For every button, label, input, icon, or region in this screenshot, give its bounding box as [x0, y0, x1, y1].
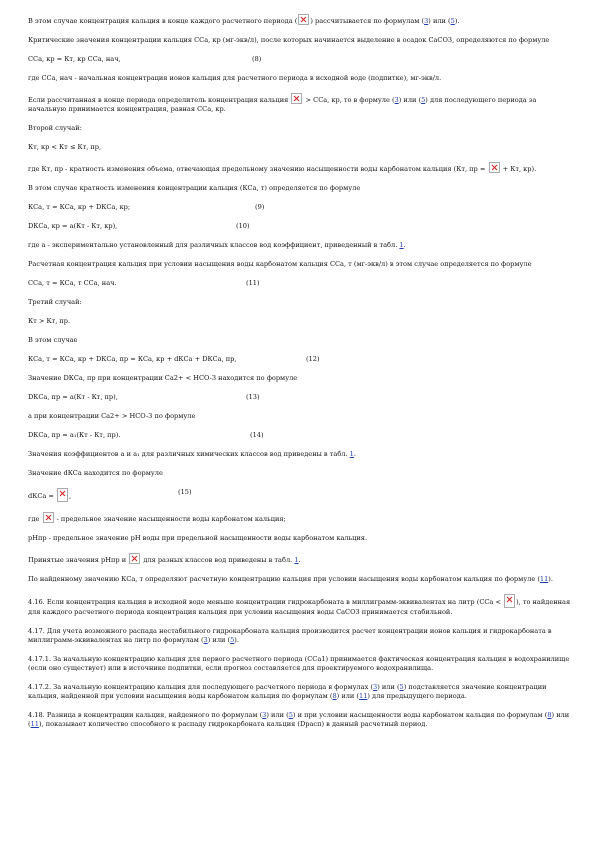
formula-link[interactable]: 3	[373, 683, 378, 691]
formula-15: dКСа = , (15)	[28, 488, 192, 500]
formula-link[interactable]: 11	[359, 692, 368, 700]
formula-10: DКСа, кр = a(Кт - Кт, кр), (10)	[28, 222, 250, 230]
formula-link[interactable]: 3	[424, 17, 429, 25]
paragraph: Значение DКСа, пр при концентрации Ca2+ < HCO-3 находится по формуле	[28, 374, 298, 382]
formula-14: DКСа, пр = a₁(Кт - Кт, пр). (14)	[28, 431, 264, 439]
paragraph: По найденному значению КСа, т определяют расчетную концентрацию кальция при условии насыщения воды карбонатом кальция по формуле (11).	[28, 575, 553, 583]
formula-link[interactable]: 8	[547, 711, 552, 719]
paragraph: Значения коэффициентов а и a₁ для различных химических классов вод приведены в табл. 1.	[28, 450, 356, 458]
paragraph: 4.17. Для учета возможного распада нестабильного гидрокарбоната кальция производится расчет концентрации ионов кальция и гидрокарбоната в миллиграмм-эквивалентах на литр по формулам (3) или (5).	[28, 627, 552, 644]
broken-image-icon	[57, 488, 68, 502]
paragraph: 4.17.1. За начальную концентрацию кальция для первого расчетного периода (ССa1) принимается фактическая концентрация кальция в водохранилище (если оно существует) или в источнике подпитки, если прогноз составляется для проектируемого водохранилища.	[28, 655, 570, 672]
formula-link[interactable]: 11	[30, 720, 39, 728]
paragraph: Расчетная концентрация кальция при условии насыщения воды карбонатом кальция ССa, т (мг-экв/л) в этом случае определяется по формуле	[28, 260, 532, 268]
paragraph: 4.18. Разница в концентрации кальция, найденного по формулам (3) или (5) и при условии насыщенности воды карбонатом кальция по формулам (8) или (11), показывает количество способного к распаду гидрокарбоната кальция (Dрасп) в данный расчетный период.	[28, 711, 570, 728]
formula-link[interactable]: 5	[230, 636, 235, 644]
paragraph: 4.17.2. За начальную концентрацию кальция для последующего расчетного периода в формулах (3) или (5) подставляется значение концентрации кальция, найденной при условии насыщения воды карбонатом кальция по формулам (8) или (11) для предыдущего периода.	[28, 683, 547, 700]
broken-image-icon	[504, 594, 515, 608]
broken-image-icon	[43, 512, 54, 523]
formula-13: DКСа, пр = a(Кт - Кт, пр), (13)	[28, 393, 260, 401]
formula-link[interactable]: 11	[539, 575, 549, 583]
paragraph: В этом случае	[28, 336, 78, 344]
formula-11: ССa, т = КСа, т ССa, нач. (11)	[28, 279, 260, 287]
paragraph: Кт > Кт, пр.	[28, 317, 71, 325]
broken-image-icon	[129, 553, 140, 564]
paragraph: В этом случае кратность изменения концентрации кальция (КСа, т) определяется по формуле	[28, 184, 361, 192]
document-body	[28, 14, 573, 739]
paragraph: а при концентрации Ca2+ > HCO-3 по формуле	[28, 412, 196, 420]
paragraph: Если рассчитанная в конце периода определитель концентрация кальция > ССa, кр, то в формуле (3) или (5) для последующего периода за начальную принимается концентрация, равная ССa, кр.	[28, 93, 573, 114]
table-link[interactable]: 1	[294, 556, 299, 564]
formula-12: КСа, т = КСа, кр + DКСа, пр = КСа, кр + dКСа + DКСа, пр, (12)	[28, 355, 320, 363]
paragraph: 4.16. Если концентрация кальция в исходной воде меньше концентрации гидрокарбоната в миллиграмм-эквивалентах на литр (ССa < ), то найденная для каждого расчетного периода концентрация кальция при условии насыщения воды CaCO3 принимается стабильной.	[28, 594, 573, 617]
table-link[interactable]: 1	[349, 450, 354, 458]
formula-link[interactable]: 3	[262, 711, 267, 719]
broken-image-icon	[489, 162, 500, 173]
formula-link[interactable]: 5	[450, 17, 455, 25]
paragraph: Критические значения концентрации кальция ССa, кр (мг-экв/л), после которых начинается выделение в осадок CaCO3, определяются по формуле	[28, 36, 550, 44]
formula-link[interactable]: 5	[288, 711, 293, 719]
formula-link[interactable]: 8	[332, 692, 337, 700]
formula-link[interactable]: 3	[203, 636, 208, 644]
paragraph: pHпр - предельное значение рН воды при предельной насыщенности воды карбонатом кальция.	[28, 534, 368, 542]
paragraph: где Кт, пр - кратность изменения объема, отвечающая предельному значению насыщенности воды карбонатом кальция (Кт, пр = + Кт, кр).	[28, 162, 573, 174]
formula-link[interactable]: 5	[421, 96, 426, 104]
broken-image-icon	[291, 93, 302, 104]
paragraph: Второй случай:	[28, 124, 82, 132]
table-link[interactable]: 1	[399, 241, 404, 249]
broken-image-icon	[298, 14, 309, 25]
paragraph: Кт, кр < Кт ≤ Кт, пр,	[28, 143, 102, 151]
paragraph: В этом случае концентрация кальция в конце каждого расчетного периода ( ) рассчитывается по формулам (3) или (5).	[28, 14, 573, 26]
paragraph: где а - экспериментально установленный для различных классов вод коэффициент, приведенный в табл. 1.	[28, 241, 406, 249]
formula-link[interactable]: 5	[399, 683, 404, 691]
paragraph: где ССa, нач - начальная концентрация ионов кальция для расчетного периода в исходной воде (подпитке), мг-экв/л.	[28, 74, 442, 82]
paragraph: Принятые значения pHпр и для разных классов вод приведены в табл. 1.	[28, 553, 573, 565]
formula-link[interactable]: 3	[394, 96, 399, 104]
paragraph: Третий случай:	[28, 298, 82, 306]
formula-8: ССa, кр = Кт, кр ССa, нач, (8)	[28, 55, 262, 63]
paragraph: где - предельное значение насыщенности воды карбонатом кальция;	[28, 512, 573, 524]
formula-9: КСа, т = КСа, кр + DКСа, кр; (9)	[28, 203, 265, 211]
paragraph: Значение dКСа находится по формуле	[28, 469, 163, 477]
